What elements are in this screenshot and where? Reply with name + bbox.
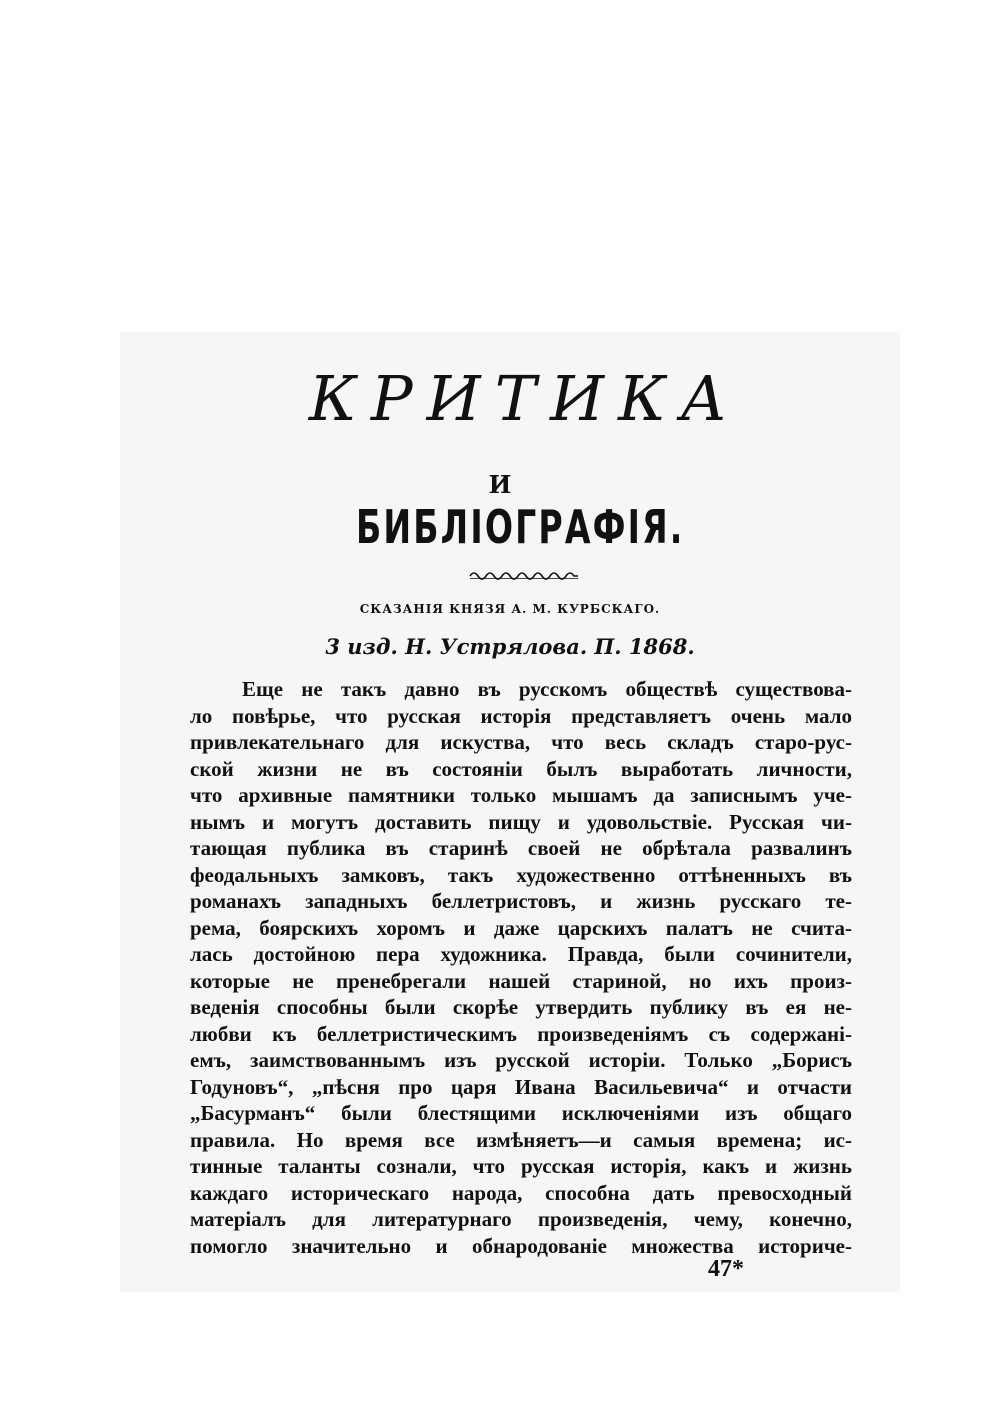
text-line: Еще не такъ давно въ русскомъ обществѣ существова- bbox=[242, 677, 852, 701]
text-line: нымъ и могутъ доставить пищу и удовольствіе. Русская чи- bbox=[190, 809, 852, 834]
heading-script-title: КРИТИКА bbox=[308, 362, 742, 435]
text-line: привлекательнаго для искуства, что весь складъ старо-рус- bbox=[190, 730, 852, 754]
text-line: Годуновъ“, „пѣсня про царя Ивана Васильевича“ и отчасти bbox=[190, 1074, 852, 1099]
text-line: матеріалъ для литературнаго произведенія, чему, конечно, bbox=[190, 1207, 852, 1231]
page-number: 47* bbox=[708, 1256, 744, 1282]
review-edition: 3 изд. Н. Устрялова. П. 1868. bbox=[325, 634, 695, 659]
text-line: любви къ беллетристическимъ произведеніямъ съ содержані- bbox=[190, 1021, 852, 1046]
text-line: тающая публика въ старинѣ своей не обрѣтала развалинъ bbox=[190, 836, 852, 860]
text-line: которые не пренебрегали нашей стариной, но ихъ произ- bbox=[190, 968, 852, 993]
text-line: веденія способны были скорѣе утвердить публику въ ея не- bbox=[190, 995, 852, 1019]
text-line: помогло значительно и обнародованіе множества историче- bbox=[190, 1233, 852, 1258]
text-line: правила. Но время все измѣняетъ—и самыя времена; ис- bbox=[190, 1127, 852, 1152]
heading-section-title: БИБЛІОГРАФІЯ. bbox=[356, 500, 685, 554]
text-line: романахъ западныхъ беллетристовъ, и жизнь русскаго те- bbox=[190, 889, 852, 913]
text-line: рема, боярскихъ хоромъ и даже царскихъ палатъ не счита- bbox=[190, 915, 852, 940]
text-line: ло повѣрье, что русская исторія представляетъ очень мало bbox=[190, 703, 852, 728]
heading-conjunction: И bbox=[488, 470, 512, 499]
text-line: каждаго историческаго народа, способна дать превосходный bbox=[190, 1180, 852, 1205]
text-line: тинные таланты сознали, что русская исторія, какъ и жизнь bbox=[190, 1154, 852, 1178]
text-line: феодальныхъ замковъ, такъ художественно оттѣненныхъ въ bbox=[190, 862, 852, 887]
review-subtitle: СКАЗАНІЯ КНЯЗЯ А. М. КУРБСКАГО. bbox=[359, 602, 661, 616]
body-text bbox=[190, 676, 852, 1259]
text-line: „Басурманъ“ были блестящими исключеніями изъ общаго bbox=[190, 1101, 852, 1125]
wavy-rule-icon bbox=[468, 568, 580, 580]
text-line: ской жизни не въ состояніи былъ выработать личности, bbox=[190, 756, 852, 781]
text-line: что архивные памятники только мышамъ да записнымъ уче- bbox=[190, 783, 852, 807]
text-line: емъ, заимствованнымъ изъ русской исторіи. Только „Борисъ bbox=[190, 1048, 852, 1072]
text-line: лась достойною пера художника. Правда, были сочинители, bbox=[190, 942, 852, 966]
